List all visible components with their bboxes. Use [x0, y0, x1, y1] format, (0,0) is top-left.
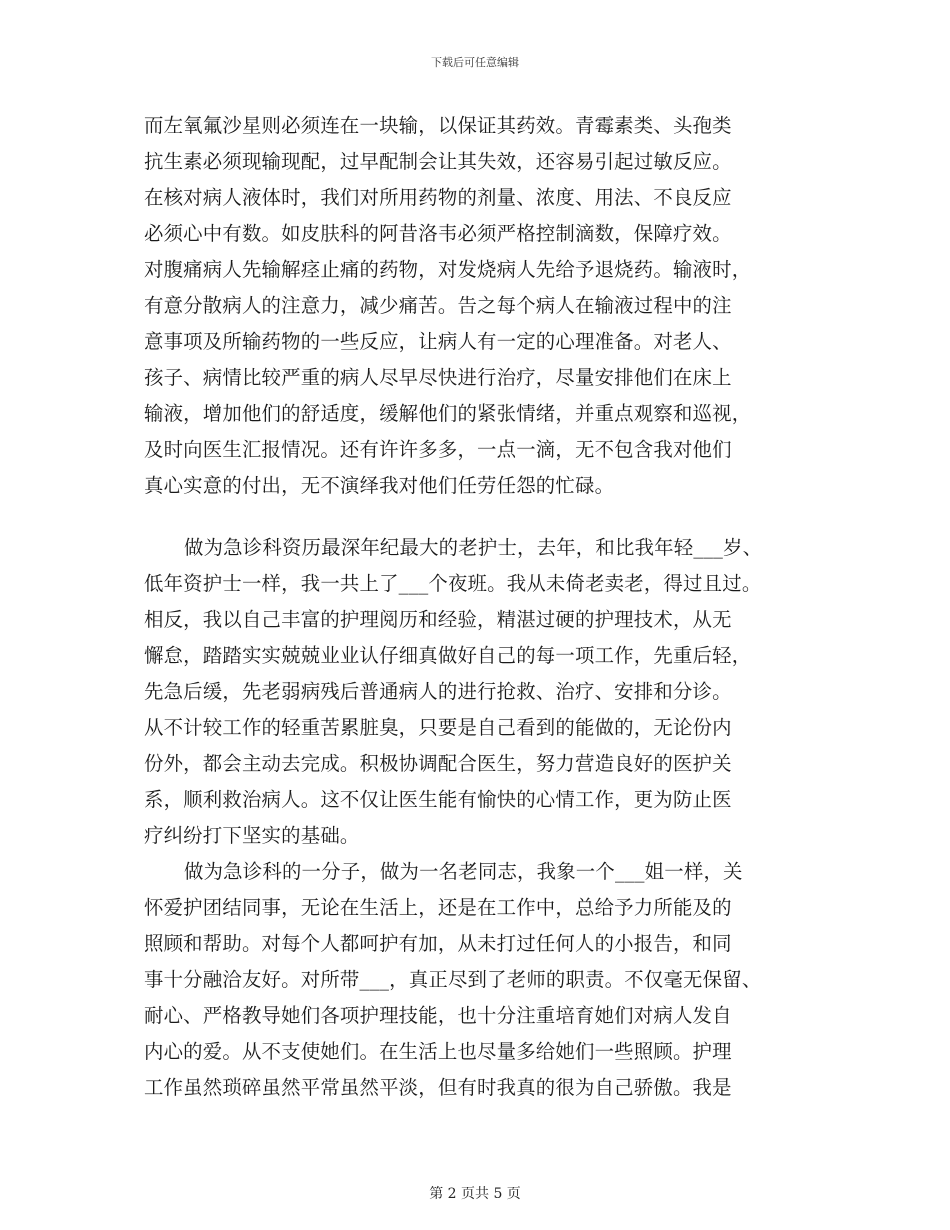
text-line: 相反，我以自己丰富的护理阅历和经验，精湛过硬的护理技术，从无: [144, 608, 732, 631]
page-header: 下载后可任意编辑: [431, 56, 519, 69]
text-line: 对腹痛病人先输解痉止痛的药物，对发烧病人先给予退烧药。输液时，: [144, 258, 752, 281]
text-line: 而左氧氟沙星则必须连在一块输，以保证其药效。青霉素类、头孢类: [144, 114, 732, 137]
text-line: 必须心中有数。如皮肤科的阿昔洛韦必须严格控制滴数，保障疗效。: [144, 222, 732, 245]
text-line: 从不计较工作的轻重苦累脏臭，只要是自己看到的能做的，无论份内: [144, 716, 732, 739]
text-line: 懈怠，踏踏实实兢兢业业认仔细真做好自己的每一项工作，先重后轻，: [144, 644, 752, 667]
text-line: 在核对病人液体时，我们对所用药物的剂量、浓度、用法、不良反应: [144, 186, 732, 209]
text-line: 意事项及所输药物的一些反应，让病人有一定的心理准备。对老人、: [144, 330, 732, 353]
text-line: 先急后缓，先老弱病残后普通病人的进行抢救、治疗、安排和分诊。: [144, 680, 732, 703]
text-line: 真心实意的付出，无不演绎我对他们任劳任怨的忙碌。: [144, 474, 615, 497]
text-line: 怀爱护团结同事，无论在生活上，还是在工作中，总给予力所能及的: [144, 896, 732, 919]
text-line: 事十分融洽友好。对所带___，真正尽到了老师的职责。不仅毫无保留、: [144, 968, 762, 991]
text-line: 有意分散病人的注意力，减少痛苦。告之每个病人在输液过程中的注: [144, 294, 732, 317]
text-line: 输液，增加他们的舒适度，缓解他们的紧张情绪，并重点观察和巡视，: [144, 402, 752, 425]
text-line: 份外，都会主动去完成。积极协调配合医生，努力营造良好的医护关: [144, 752, 732, 775]
paragraph-first-line: 做为急诊科资历最深年纪最大的老护士，去年，和比我年轻___岁、: [184, 536, 763, 559]
text-line: 工作虽然琐碎虽然平常虽然平淡，但有时我真的很为自己骄傲。我是: [144, 1076, 732, 1099]
text-line: 耐心、严格教导她们各项护理技能，也十分注重培育她们对病人发自: [144, 1004, 732, 1027]
text-line: 系，顺利救治病人。这不仅让医生能有愉快的心情工作，更为防止医: [144, 788, 732, 811]
text-line: 内心的爱。从不支使她们。在生活上也尽量多给她们一些照顾。护理: [144, 1040, 732, 1063]
text-line: 抗生素必须现输现配，过早配制会让其失效，还容易引起过敏反应。: [144, 150, 732, 173]
text-line: 照顾和帮助。对每个人都呵护有加，从未打过任何人的小报告，和同: [144, 932, 732, 955]
text-line: 及时向医生汇报情况。还有许许多多，一点一滴，无不包含我对他们: [144, 438, 732, 461]
text-line: 低年资护士一样，我一共上了___个夜班。我从未倚老卖老，得过且过。: [144, 572, 762, 595]
text-line: 孩子、病情比较严重的病人尽早尽快进行治疗，尽量安排他们在床上: [144, 366, 732, 389]
text-line: 疗纠纷打下坚实的基础。: [144, 824, 360, 847]
paragraph-first-line: 做为急诊科的一分子，做为一名老同志，我象一个___姐一样，关: [184, 860, 743, 883]
page-footer: 第 2 页共 5 页: [429, 1186, 521, 1202]
